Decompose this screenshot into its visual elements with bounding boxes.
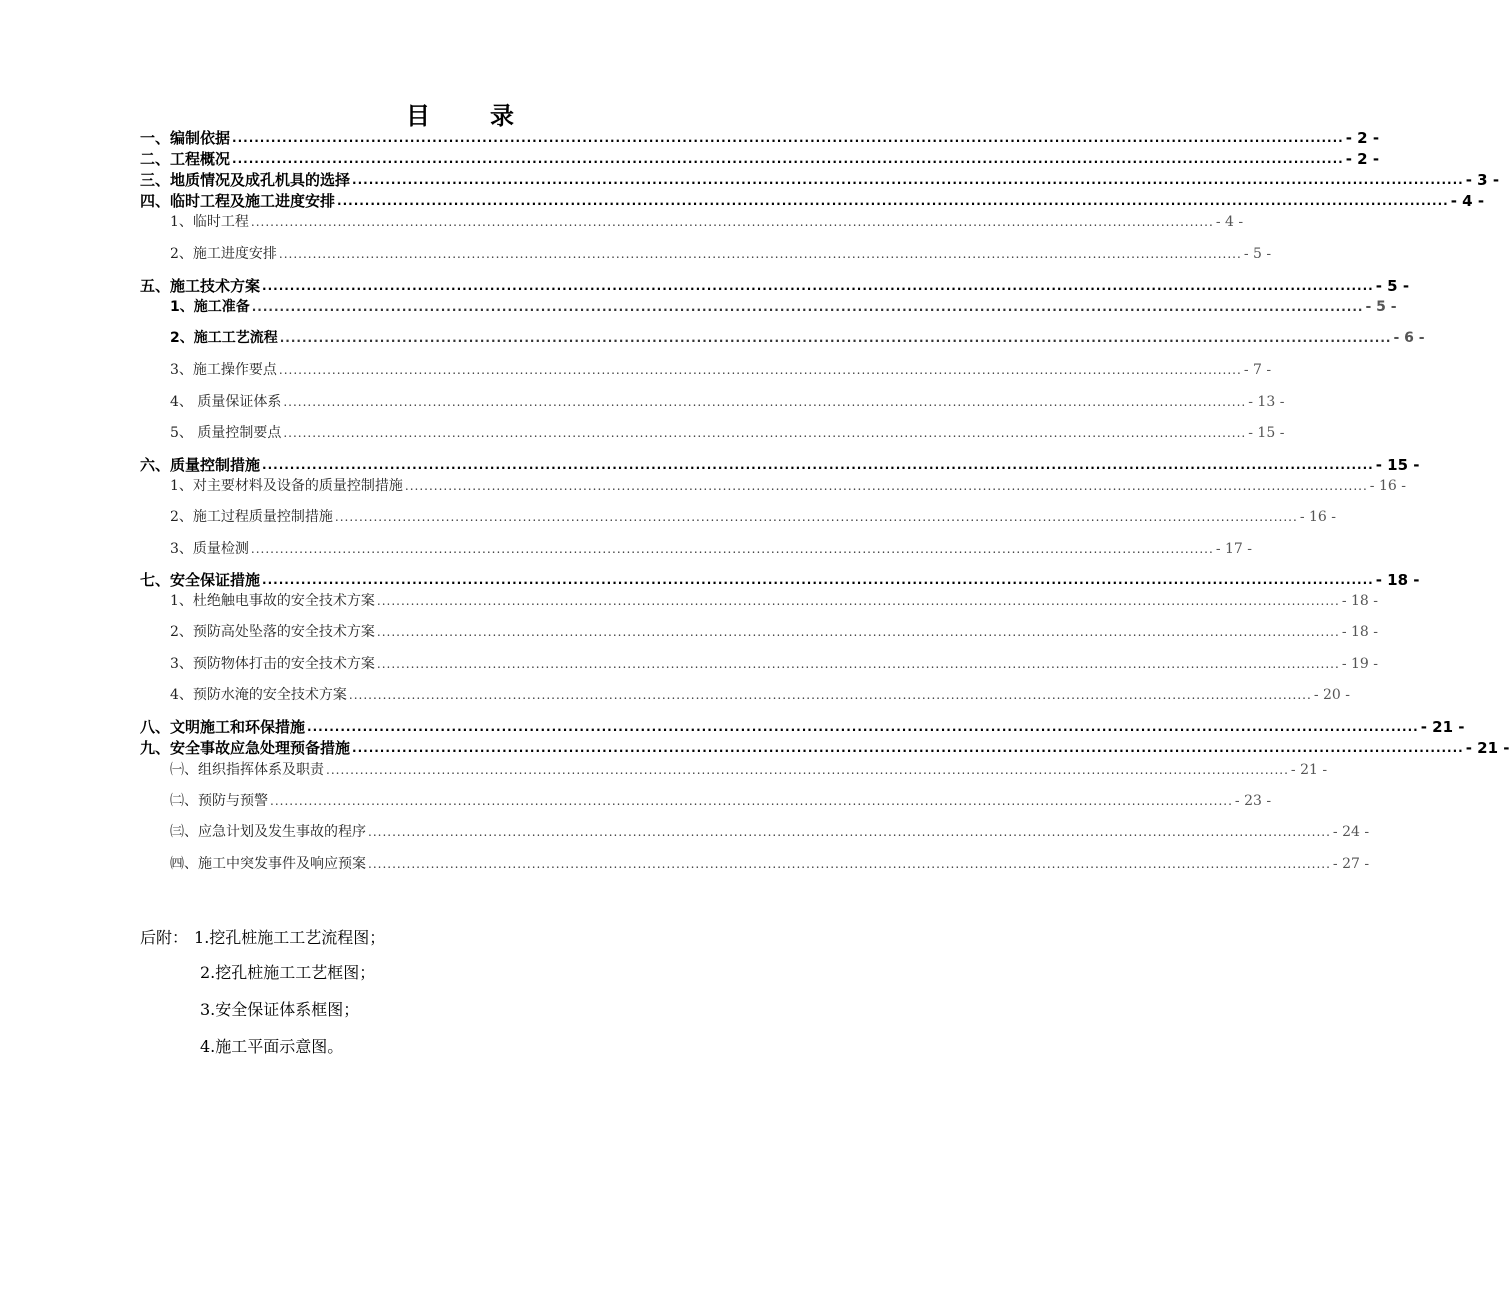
toc-entry[interactable] (170, 423, 1285, 443)
toc-entry-page: - 21 - (1420, 718, 1465, 736)
toc-entry[interactable] (170, 854, 1370, 874)
toc-entry-label: 一、编制依据 (140, 129, 231, 147)
toc-leader-dots: ........................................................................................................................................................................................................ (376, 594, 1340, 608)
toc-leader-dots: ........................................................................................................................................................................................................ (348, 688, 1312, 702)
toc-entry-label: 1、施工准备 (170, 299, 250, 315)
toc-leader-dots: ........................................................................................................................................................................................................ (262, 458, 1374, 472)
toc-entry[interactable] (170, 791, 1272, 811)
toc-entry-label: 1、临时工程 (170, 214, 249, 230)
title-right: 录 (490, 102, 514, 130)
toc-leader-dots: ........................................................................................................................................................................................................ (232, 152, 1344, 166)
toc-entry[interactable] (140, 149, 1380, 169)
toc-entry-label: 2、施工工艺流程 (170, 330, 278, 346)
toc-entry-page: - 21 - (1465, 739, 1510, 757)
toc-entry-page: - 15 - (1375, 456, 1420, 474)
toc-entry-label: 七、安全保证措施 (140, 571, 261, 589)
toc-entry[interactable] (170, 297, 1397, 317)
toc-entry-label: 五、施工技术方案 (140, 277, 261, 295)
toc-entry-label: 八、文明施工和环保措施 (140, 718, 306, 736)
toc-leader-dots: ........................................................................................................................................................................................................ (334, 510, 1298, 524)
toc-entry[interactable] (170, 360, 1272, 380)
toc-entry-page: - 27 - (1332, 856, 1370, 872)
toc-entry-label: 三、地质情况及成孔机具的选择 (140, 171, 351, 189)
toc-leader-dots: ........................................................................................................................................................................................................ (376, 625, 1340, 639)
toc-entry-page: - 18 - (1375, 571, 1420, 589)
toc-entry-label: 1、杜绝触电事故的安全技术方案 (170, 593, 375, 609)
toc-entry-label: 4、 质量保证体系 (170, 394, 282, 410)
toc-entry-page: - 2 - (1345, 150, 1380, 168)
toc-entry-page: - 5 - (1375, 277, 1410, 295)
toc-entry-page: - 5 - (1243, 246, 1272, 262)
toc-entry-page: - 24 - (1332, 824, 1370, 840)
toc-entry-label: 九、安全事故应急处理预备措施 (140, 739, 351, 757)
toc-entry-page: - 13 - (1248, 394, 1285, 410)
toc-leader-dots: ........................................................................................................................................................................................................ (232, 131, 1344, 145)
toc-entry[interactable] (140, 276, 1410, 296)
toc-entry-label: 2、施工进度安排 (170, 246, 277, 262)
toc-entry-label: 2、施工过程质量控制措施 (170, 509, 333, 525)
toc-entry-label: 六、质量控制措施 (140, 456, 261, 474)
toc-leader-dots: ........................................................................................................................................................................................................ (278, 247, 1242, 261)
toc-entry-label: 1、对主要材料及设备的质量控制措施 (170, 478, 403, 494)
toc-leader-dots: ........................................................................................................................................................................................................ (368, 825, 1331, 839)
appendix-item: 1.挖孔桩施工工艺流程图； (194, 928, 386, 947)
toc-entry-label: 二、工程概况 (140, 150, 231, 168)
toc-entry-page: - 20 - (1313, 687, 1350, 703)
toc-leader-dots: ........................................................................................................................................................................................................ (270, 794, 1233, 808)
toc-leader-dots: ........................................................................................................................................................................................................ (278, 363, 1242, 377)
toc-entry[interactable] (170, 622, 1378, 642)
toc-entry-page: - 4 - (1450, 192, 1485, 210)
toc-entry[interactable] (170, 591, 1378, 611)
toc-entry[interactable] (170, 476, 1406, 496)
toc-entry-label: 四、临时工程及施工进度安排 (140, 192, 336, 210)
toc-entry-page: - 6 - (1393, 330, 1425, 346)
toc-leader-dots: ........................................................................................................................................................................................................ (376, 657, 1340, 671)
toc-entry[interactable] (170, 244, 1272, 264)
toc-leader-dots: ........................................................................................................................................................................................................ (262, 279, 1374, 293)
toc-entry[interactable] (140, 191, 1485, 211)
toc-entry[interactable] (140, 570, 1420, 590)
toc-entry-page: - 17 - (1215, 541, 1252, 557)
toc-leader-dots: ........................................................................................................................................................................................................ (283, 426, 1247, 440)
appendix-item: 3.安全保证体系框图； (200, 1000, 360, 1019)
toc-entry-page: - 5 - (1365, 299, 1397, 315)
toc-leader-dots: ........................................................................................................................................................................................................ (307, 720, 1419, 734)
appendix-item: 4.施工平面示意图。 (200, 1037, 344, 1056)
toc-leader-dots: ........................................................................................................................................................................................................ (404, 479, 1368, 493)
toc-leader-dots: ........................................................................................................................................................................................................ (326, 763, 1289, 777)
toc-leader-dots: ........................................................................................................................................................................................................ (251, 300, 1364, 314)
toc-leader-dots: ........................................................................................................................................................................................................ (279, 331, 1392, 345)
toc-entry-page: - 15 - (1248, 425, 1285, 441)
toc-leader-dots: ........................................................................................................................................................................................................ (250, 215, 1214, 229)
toc-entry[interactable] (170, 507, 1336, 527)
toc-entry[interactable] (140, 170, 1500, 190)
toc-entry-page: - 2 - (1345, 129, 1380, 147)
title-left: 目 (406, 102, 430, 130)
toc-entry-page: - 19 - (1341, 656, 1378, 672)
toc-entry[interactable] (170, 392, 1285, 412)
toc-entry-page: - 18 - (1341, 593, 1378, 609)
toc-entry-label: ㈢、应急计划及发生事故的程序 (170, 824, 366, 840)
toc-entry-page: - 7 - (1243, 362, 1272, 378)
toc-entry[interactable] (170, 654, 1378, 674)
toc-entry[interactable] (140, 717, 1465, 737)
toc-entry-label: 3、预防物体打击的安全技术方案 (170, 656, 375, 672)
toc-entry-page: - 3 - (1465, 171, 1500, 189)
toc-entry[interactable] (170, 328, 1425, 348)
toc-entry[interactable] (170, 539, 1252, 559)
toc-entry-label: ㈠、组织指挥体系及职责 (170, 762, 324, 778)
toc-entry-label: 5、 质量控制要点 (170, 425, 282, 441)
toc-leader-dots: ........................................................................................................................................................................................................ (352, 173, 1464, 187)
toc-leader-dots: ........................................................................................................................................................................................................ (368, 857, 1331, 871)
appendix-item: 2.挖孔桩施工工艺框图； (200, 963, 376, 982)
toc-entry[interactable] (140, 455, 1420, 475)
toc-entry-page: - 16 - (1299, 509, 1336, 525)
toc-entry[interactable] (140, 738, 1510, 758)
toc-leader-dots: ........................................................................................................................................................................................................ (337, 194, 1449, 208)
toc-entry-label: ㈡、预防与预警 (170, 793, 268, 809)
toc-entry-page: - 18 - (1341, 624, 1378, 640)
toc-entry[interactable] (140, 128, 1380, 148)
toc-entry-label: 2、预防高处坠落的安全技术方案 (170, 624, 375, 640)
toc-entry-label: ㈣、施工中突发事件及响应预案 (170, 856, 366, 872)
toc-entry[interactable] (170, 822, 1370, 842)
toc-entry[interactable] (170, 212, 1244, 232)
toc-leader-dots: ........................................................................................................................................................................................................ (262, 573, 1374, 587)
toc-entry[interactable] (170, 760, 1328, 780)
toc-entry-label: 3、施工操作要点 (170, 362, 277, 378)
appendix-prefix: 后附： (140, 928, 189, 947)
toc-leader-dots: ........................................................................................................................................................................................................ (283, 395, 1247, 409)
toc-entry-page: - 23 - (1234, 793, 1272, 809)
toc-entry[interactable] (170, 685, 1350, 705)
toc-entry-label: 3、质量检测 (170, 541, 249, 557)
toc-leader-dots: ........................................................................................................................................................................................................ (352, 741, 1464, 755)
toc-leader-dots: ........................................................................................................................................................................................................ (250, 542, 1214, 556)
toc-entry-page: - 4 - (1215, 214, 1244, 230)
toc-entry-page: - 21 - (1290, 762, 1328, 778)
toc-entry-label: 4、预防水淹的安全技术方案 (170, 687, 347, 703)
toc-entry-page: - 16 - (1369, 478, 1406, 494)
